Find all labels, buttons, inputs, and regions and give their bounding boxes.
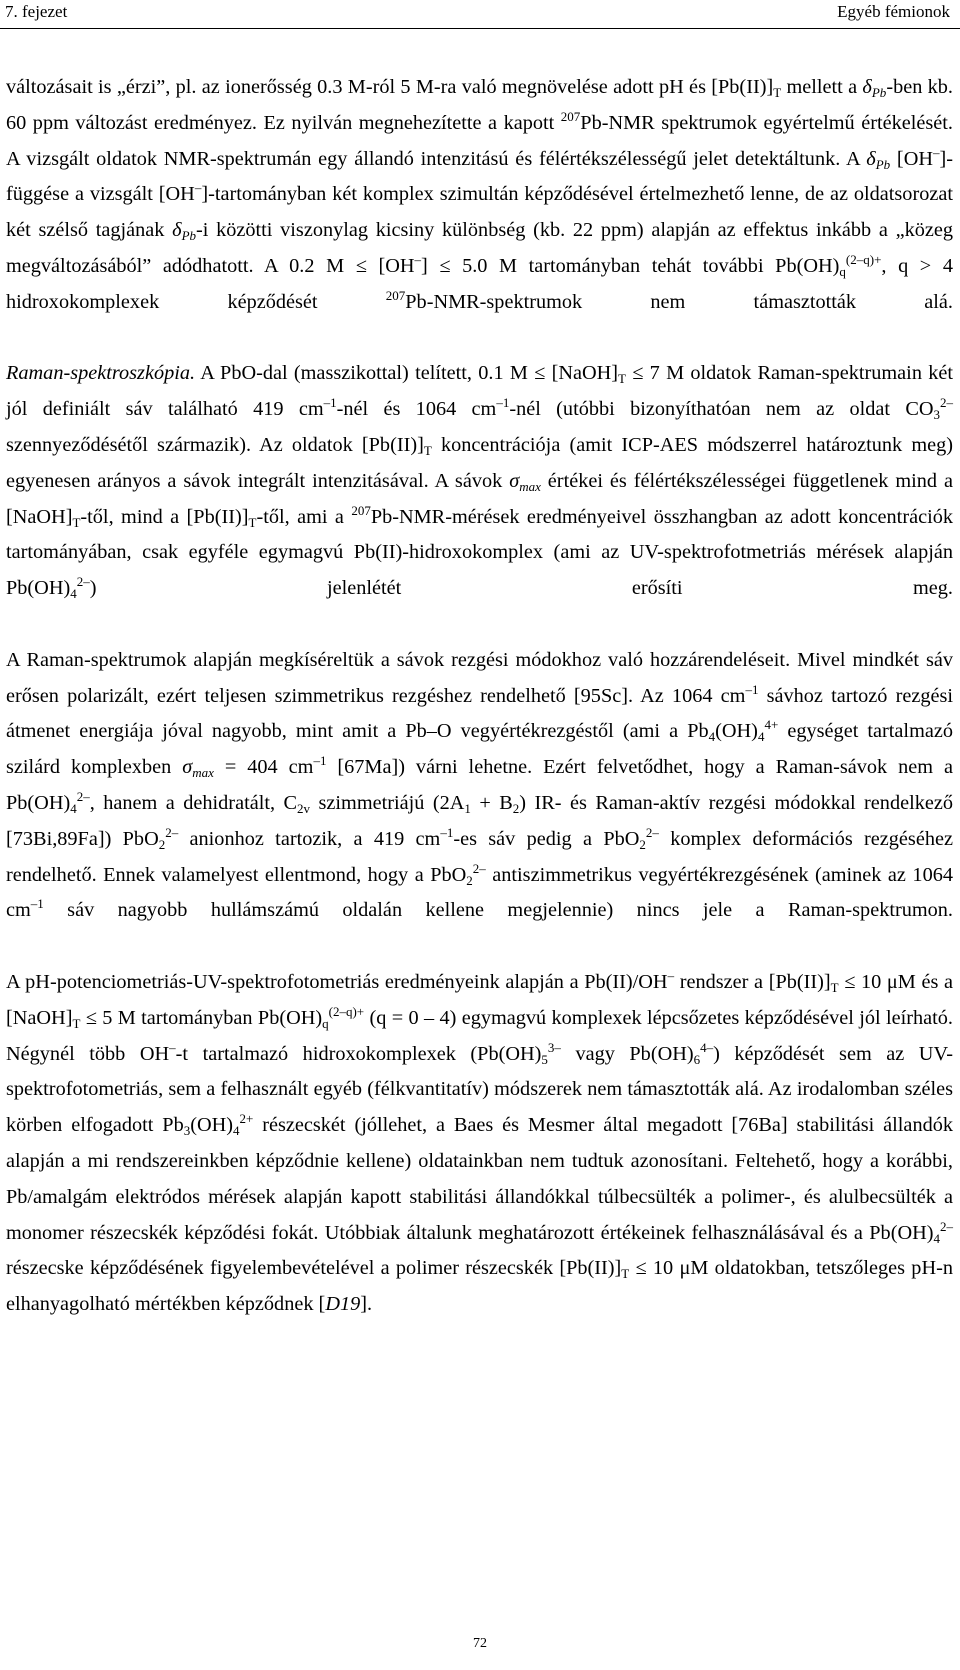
paragraph-conclusion: A pH-potenciometriás-UV-spektrofotometriás eredményeink alapján a Pb(II)/OH– rendszer a $[Pb(II)]_T \le 10$ μM és a $[NaOH]_T \le 5$ M tartományban $Pb(OH)_q^{(2-q)+}$ (q = 0 – 4) egymagvú komplexek lépcsőzetes képződésével jól leírható. Négynél több OH–-t tartalmazó hidroxokomplexek ($Pb(OH)_5^{3-}$ vagy $Pb(OH)_6^{4-}$) képződését sem az UV-spektrofotometriás, sem a felhasznált egyéb (félkvantitatív) módszerek nem támasztották alá. Az irodalomban széles körben elfogadott $Pb_3(OH)_4^{2+}$ részecskét (jóllehet, a Baes és Mesmer által megadott [76Ba] stabilitási állandók alapján a mi rendszereinkben képződnie kellene) oldatainkban nem tudtuk azonosítani. Feltehető, hogy a korábbi, Pb/amalgám elektródos mérések alapján kapott stabilitási állandókkal túlbecsülték a polimer-, és alulbecsülték a monomer részecskék képződési fokát. Utóbbiak általunk meghatározott értékeinek felhasználásával és a $Pb(OH)_4^{2-}$ részecske képződésének figyelembevételével a polimer részecskék $[Pb(II)]_T \le 10$ μM oldatokban, tetszőleges pH-n elhanyagolható mértékben képződnek [D19]. (6, 967, 954, 1316)
paragraph-raman-intro: Raman-spektroszkópia. A PbO-dal (masszikottal) telített, 0.1 $M \le [NaOH]_T \le 7$ M oldatok Raman-spektrumain két jól definiált sáv található 419 $cm^{-1}$-nél és 1064 $cm^{-1}$-nél (utóbbi bizonyíthatóan nem az oldat $CO_3^{2-}$ szennyeződésétől származik). Az oldatok $[Pb(II)]_T$ koncentrációja (amit ICP-AES módszerrel határoztunk meg) egyenesen arányos a sávok integrált intenzitásával. A sávok $\sigma_{max}$ értékei és félértékszélességei függetlenek mind a $[NaOH]_T$-től, mind a $[Pb(II)]_T$-től, ami a $^{207}$Pb-NMR-mérések eredményeivel összhangban az adott koncentrációk tartományában, csak egyféle egymagvú Pb(II)-hidroxokomplex (ami az UV-spektrofotmetriás mérések alapján $Pb(OH)_4^{2-}$) jelenlétét erősíti meg. (6, 362, 954, 602)
page-number: 72 (473, 1636, 487, 1651)
paragraph-nmr: változásait is „érzi”, pl. az ionerősség 0.3 M-ról 5 M-ra való megnövelése adott pH és $[Pb(II)]_T$ mellett a $\delta_{Pb}$-ben kb. 60 ppm változást eredményez. Ez nyilván megnehezítette a kapott $^{207}$Pb-NMR spektrumok egyértelmű értékelését. A vizsgált oldatok NMR-spektrumán egy állandó intenzitású és félértékszélességű jelet detektáltunk. A $\delta_{Pb}$ [OH–]-függése a vizsgált [OH–]-tartományban két komplex szimultán képződésével értelmezhető lenne, de az oldatsorozat két szélső tagjának $\delta_{Pb}-i$ közötti viszonylag kicsiny különbség (kb. 22 ppm) alapján az effektus inkább a „közeg megváltozásából” adódhatott. A 0.2 M ≤ [OH–] ≤ 5.0 M tartományban tehát további $Pb(OH)_q^{(2-q)+}$, q > 4 hidroxokomplexek képződését $^{207}$Pb-NMR-spektrumok nem támasztották alá. (6, 76, 954, 313)
page-header (0, 0, 960, 29)
body-text (6, 70, 953, 1323)
section-title: Egyéb fémionok (837, 2, 950, 21)
paragraph-raman-assignment: A Raman-spektrumok alapján megkíséreltük a sávok rezgési módokhoz való hozzárendeléseit. Mivel mindkét sáv erősen polarizált, ezért teljesen szimmetrikus rezgéshez rendelhető [95Sc]. Az 1064 $cm^{-1}$ sávhoz tartozó rezgési átmenet energiája jóval nagyobb, mint amit a Pb–O vegyértékrezgéstől (ami a $Pb_4(OH)_4^{4+}$ egységet tartalmazó szilárd komplexben $\sigma_{max} = 404$ $cm^{-1}$ [67Ma]) várni lehetne. Ezért felvetődhet, hogy a Raman-sávok nem a $Pb(OH)_4^{2-}$, hanem a dehidratált, $C_{2v}$ szimmetriájú $(2A_1 + B_2)$ IR- és Raman-aktív rezgési módokkal rendelkező [73Bi,89Fa]) PbO$_2^{2-}$ anionhoz tartozik, a 419 $cm^{-1}-es$ sáv pedig a PbO$_2^{2-}$ komplex deformációs rezgéséhez rendelhető. Ennek valamelyest ellentmond, hogy a PbO$_2^{2-}$ antiszimmetrikus vegyértékrezgésének (aminek az 1064 $cm^{-1}$ sáv nagyobb hullámszámú oldalán kellene megjelennie) nincs jele a Raman-spektrumon. (6, 648, 954, 922)
chapter-title: 7. fejezet (5, 2, 68, 21)
